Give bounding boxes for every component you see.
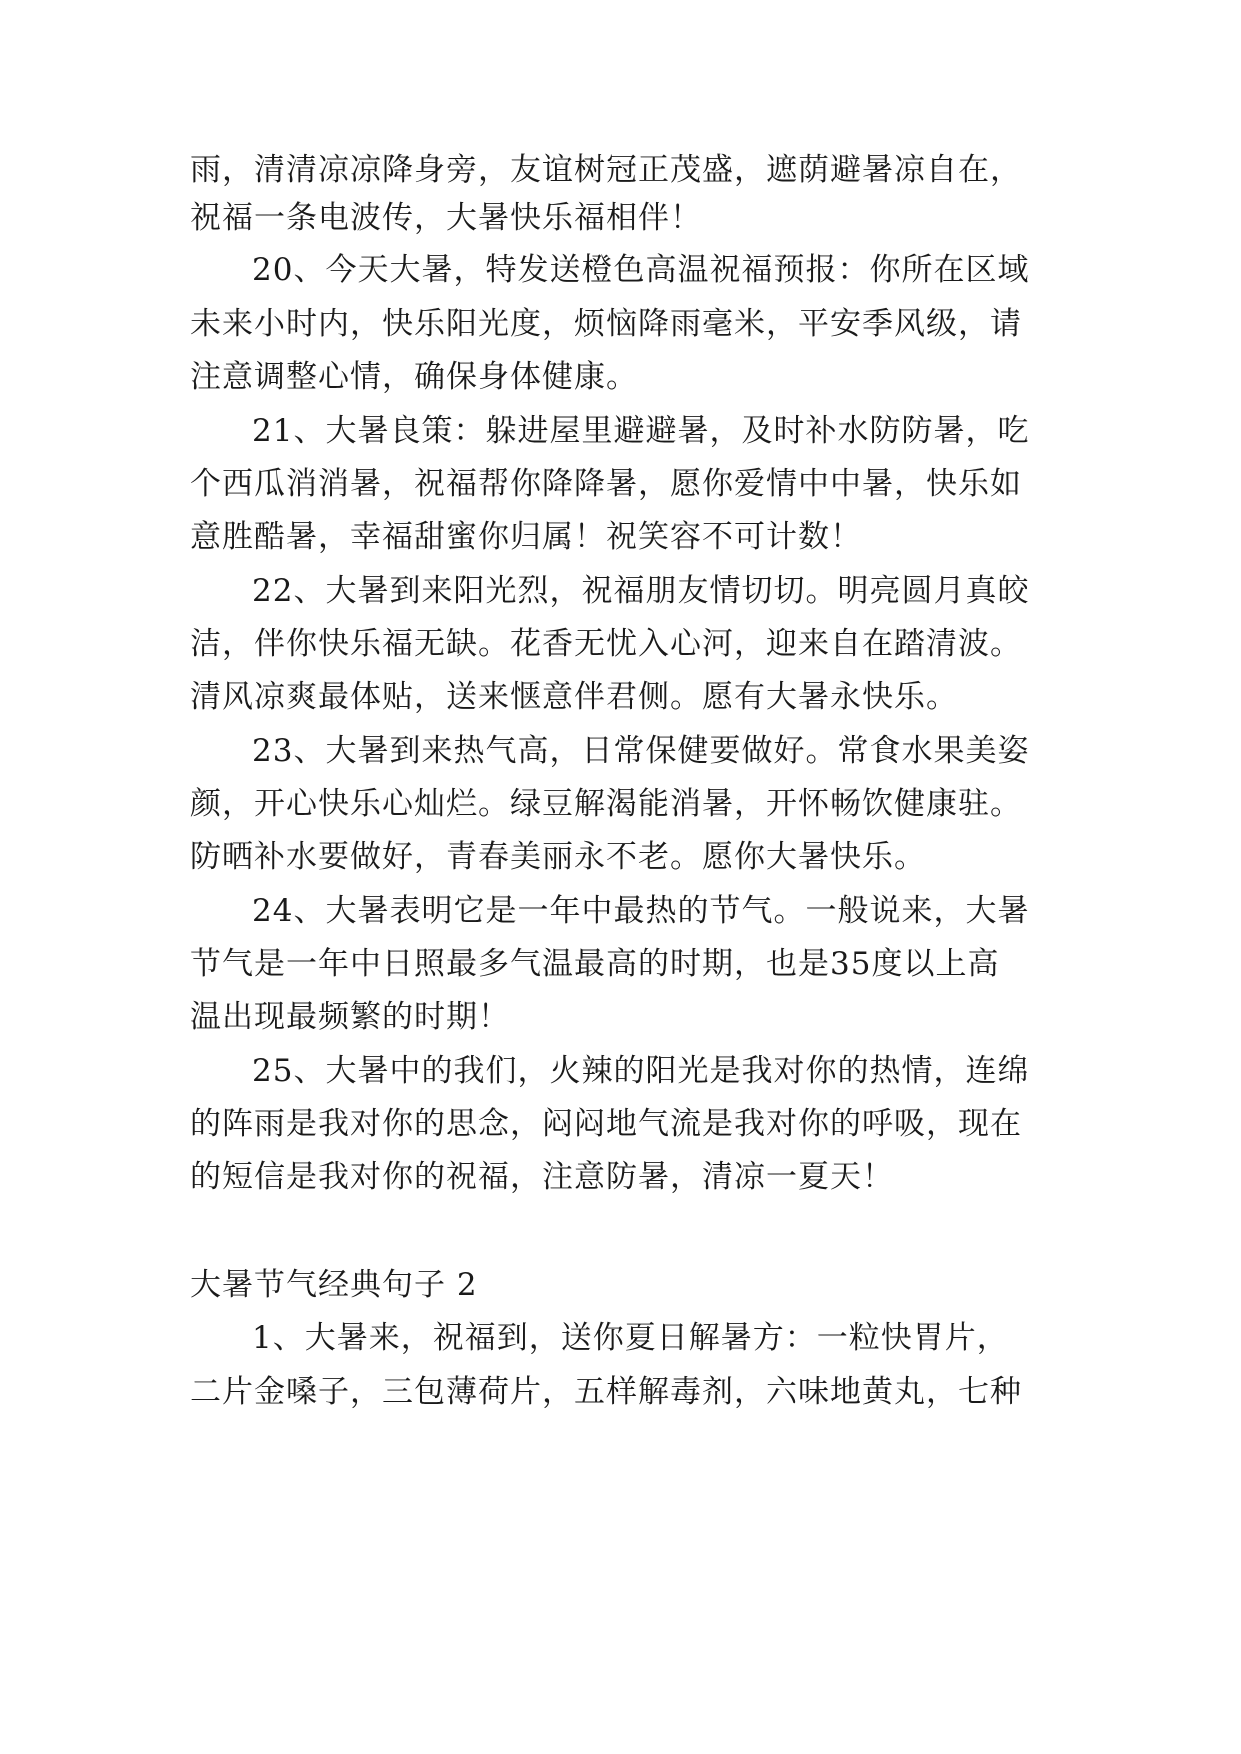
paragraph-start-line: 1、大暑来，祝福到，送你夏日解暑方：一粒快胃片， bbox=[252, 1320, 1009, 1356]
text-line: 意胜酷暑，幸福甜蜜你归属！祝笑容不可计数！ bbox=[190, 519, 862, 555]
text-line: 防晒补水要做好，青春美丽永不老。愿你大暑快乐。 bbox=[190, 839, 926, 875]
paragraph-start-line: 20、今天大暑，特发送橙色高温祝福预报：你所在区域 bbox=[252, 252, 1030, 288]
paragraph-start-line: 24、大暑表明它是一年中最热的节气。一般说来，大暑 bbox=[252, 893, 1030, 929]
text-line: 温出现最频繁的时期！ bbox=[190, 999, 510, 1035]
text-line: 二片金嗓子，三包薄荷片，五样解毒剂，六味地黄丸，七种 bbox=[190, 1374, 1022, 1410]
text-line: 未来小时内，快乐阳光度，烦恼降雨毫米，平安季风级，请 bbox=[190, 306, 1022, 342]
paragraph-start-line: 22、大暑到来阳光烈，祝福朋友情切切。明亮圆月真皎 bbox=[252, 573, 1030, 609]
text-line: 清风凉爽最体贴，送来惬意伴君侧。愿有大暑永快乐。 bbox=[190, 679, 958, 715]
text-line: 个西瓜消消暑，祝福帮你降降暑，愿你爱情中中暑，快乐如 bbox=[190, 466, 1022, 502]
text-line: 雨，清清凉凉降身旁，友谊树冠正茂盛，遮荫避暑凉自在， bbox=[190, 152, 1022, 188]
text-line: 节气是一年中日照最多气温最高的时期，也是35度以上高 bbox=[190, 946, 1000, 982]
text-line: 颜，开心快乐心灿烂。绿豆解渴能消暑，开怀畅饮健康驻。 bbox=[190, 786, 1022, 822]
text-line: 洁，伴你快乐福无缺。花香无忧入心河，迎来自在踏清波。 bbox=[190, 626, 1022, 662]
section-heading: 大暑节气经典句子 2 bbox=[190, 1267, 478, 1303]
paragraph-start-line: 25、大暑中的我们，火辣的阳光是我对你的热情，连绵 bbox=[252, 1053, 1030, 1089]
text-line: 祝福一条电波传，大暑快乐福相伴！ bbox=[190, 200, 702, 236]
text-line: 的短信是我对你的祝福，注意防暑，清凉一夏天！ bbox=[190, 1159, 894, 1195]
paragraph-start-line: 21、大暑良策：躲进屋里避避暑，及时补水防防暑，吃 bbox=[252, 413, 1030, 449]
paragraph-start-line: 23、大暑到来热气高，日常保健要做好。常食水果美姿 bbox=[252, 733, 1030, 769]
text-line: 的阵雨是我对你的思念，闷闷地气流是我对你的呼吸，现在 bbox=[190, 1106, 1022, 1142]
text-line: 注意调整心情，确保身体健康。 bbox=[190, 359, 638, 395]
